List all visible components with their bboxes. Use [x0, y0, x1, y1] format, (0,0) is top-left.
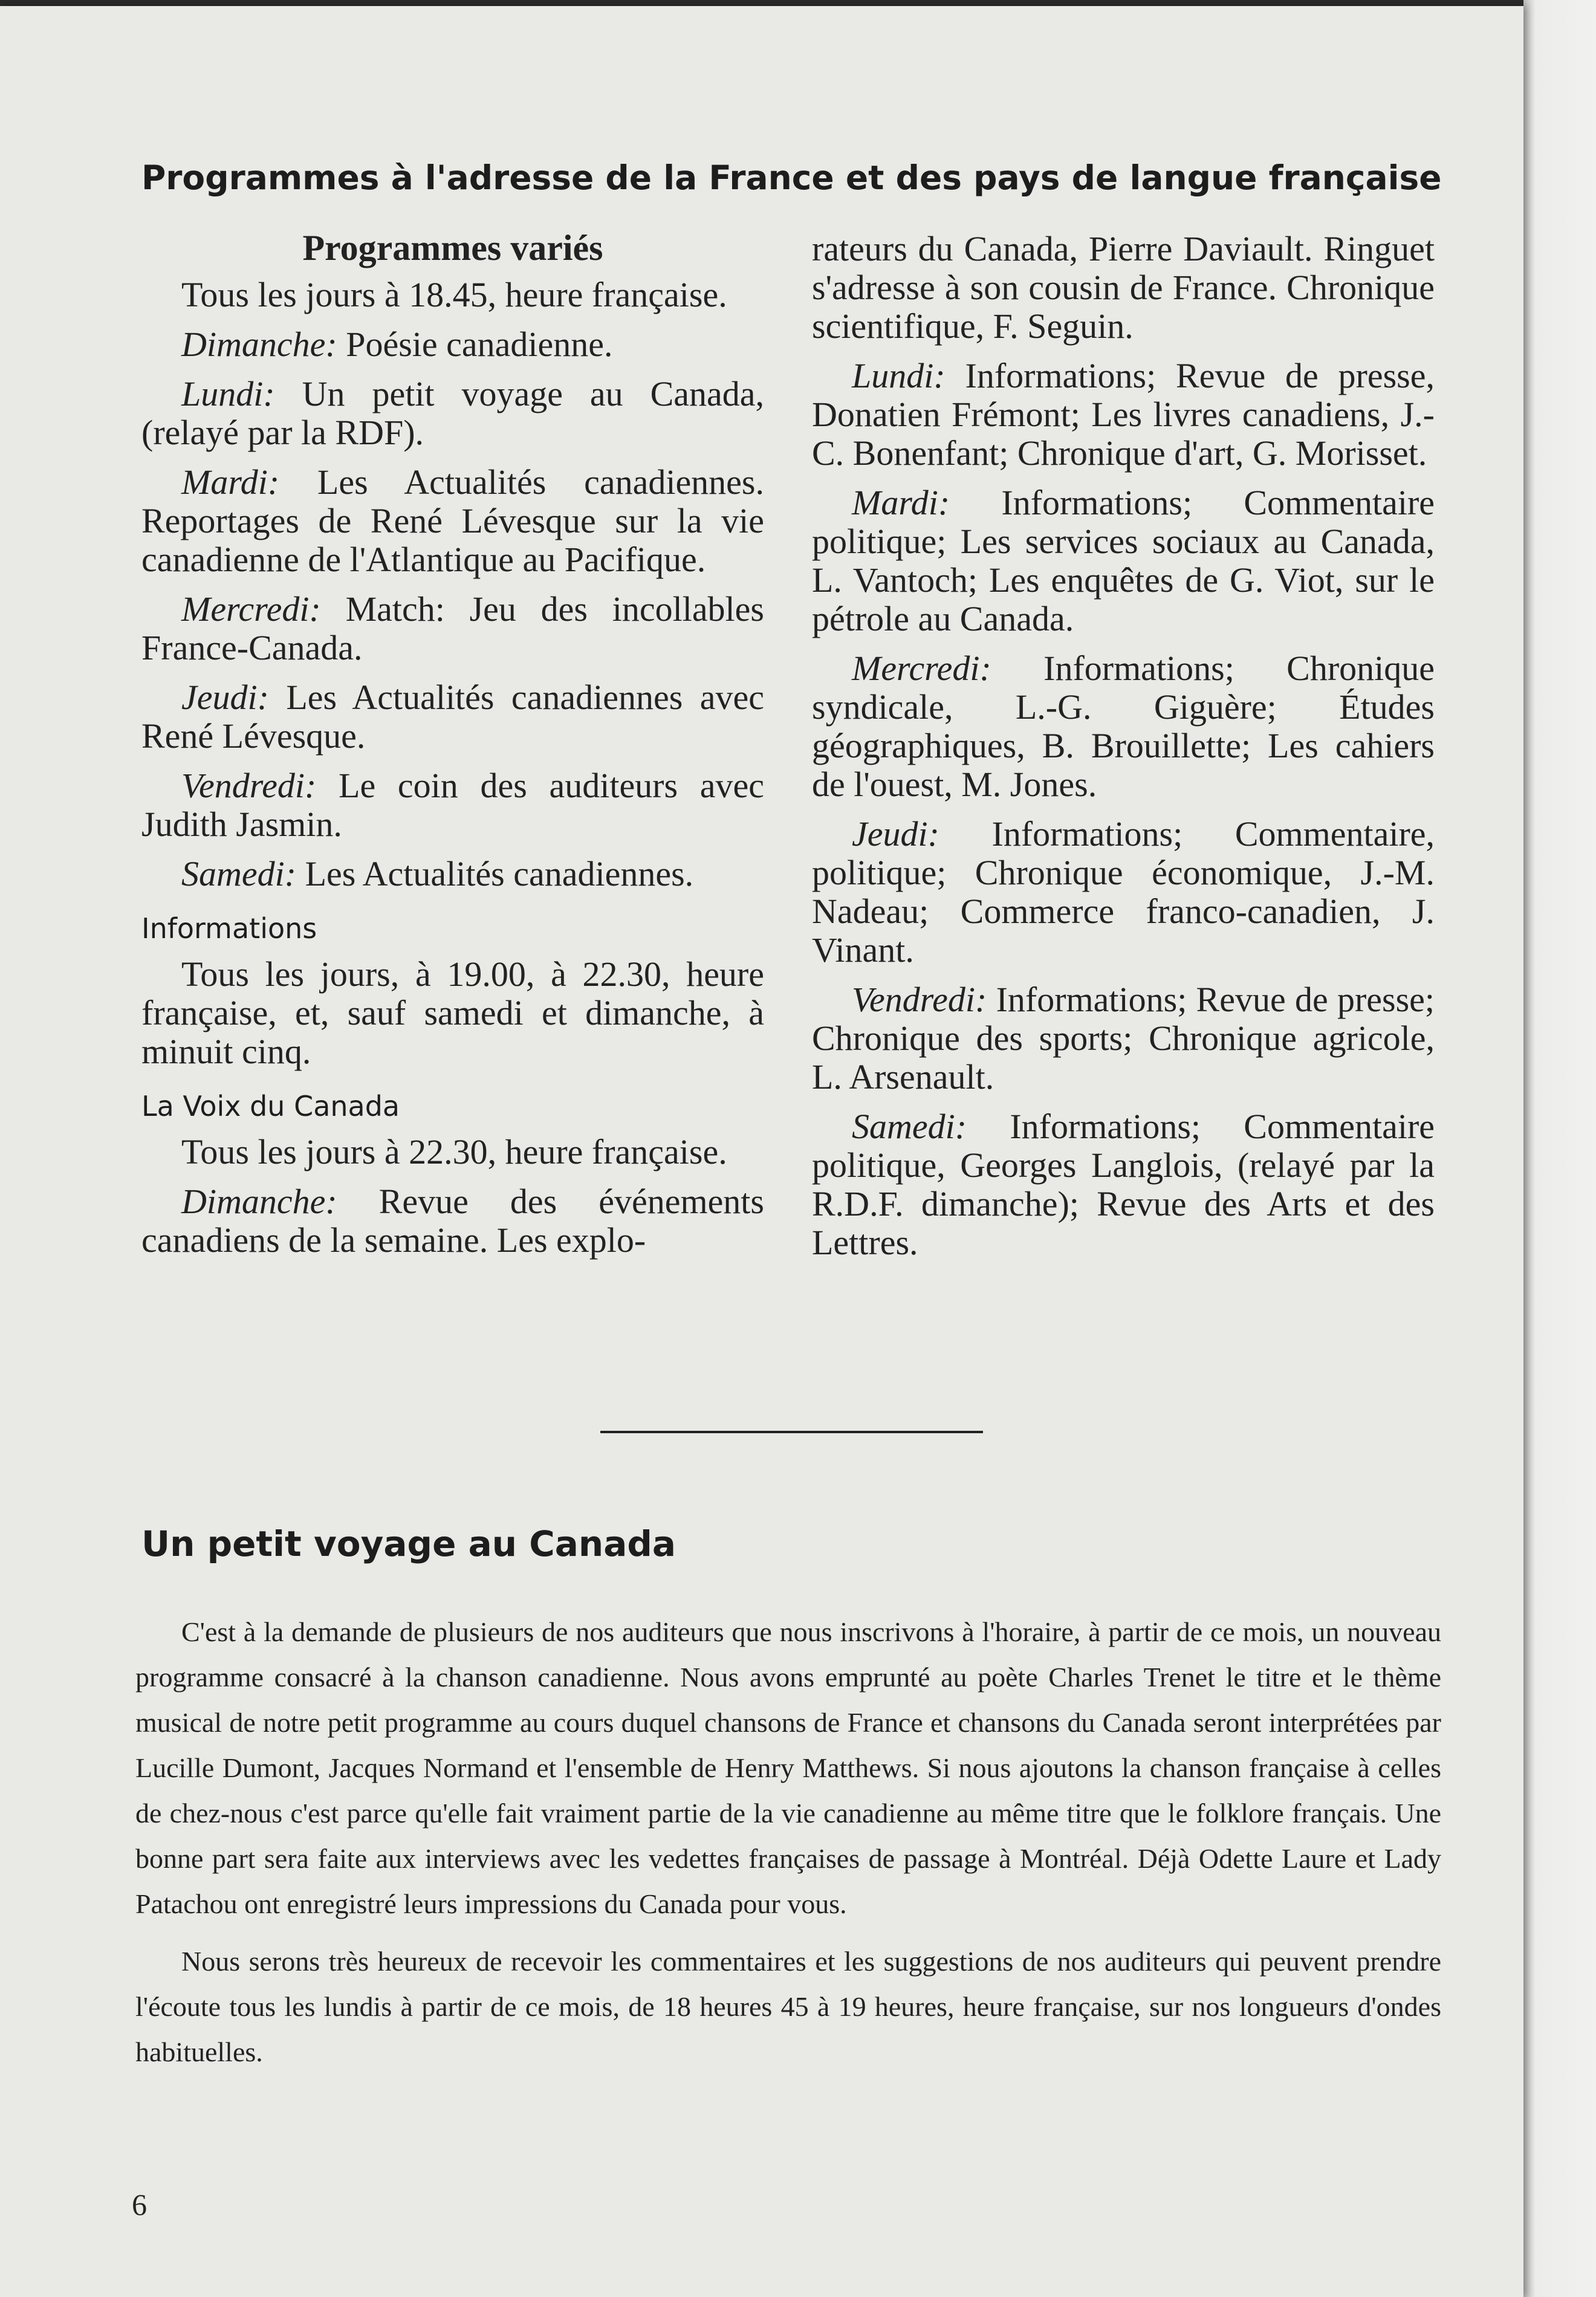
day-text: Informations; Revue de presse, Donatien Frémont; Les livres canadiens, J.-C. Bonenfant; Chronique d'art, G. Morisset.	[812, 356, 1435, 473]
day-text: Revue des événements canadiens de la semaine. Les explo-	[141, 1182, 764, 1260]
day-text: Match: Jeu des incollables France-Canada.	[141, 589, 764, 667]
day-label: Mercredi:	[181, 589, 321, 629]
subhead-programmes-varies: Programmes variés	[302, 228, 603, 268]
paragraph: C'est à la demande de plusieurs de nos auditeurs que nous inscrivons à l'horaire, à partir de ce mois, un nouveau programme consacré à la chanson canadienne. Nous avons emprunté au poète Charles Trenet le titre et le thème musical de notre petit programme au cours duquel chansons de France et chansons du Canada seront interprétées par Lucille Dumont, Jacques Normand et l'ensemble de Henry Matthews. Si nous ajoutons la chanson française à celles de chez-nous c'est parce qu'elle fait vraiment partie de la vie canadienne au même titre que le folklore français. Une bonne part sera faite aux interviews avec les vedettes françaises de passage à Montréal. Déjà Odette Laure et Lady Patachou ont enregistré leurs impressions du Canada pour vous.	[135, 1616, 1441, 1919]
schedule-item	[141, 1182, 764, 1260]
schedule-item	[812, 980, 1435, 1097]
day-label: Samedi:	[181, 854, 297, 893]
day-text: Poésie canadienne.	[346, 325, 613, 364]
schedule-item	[141, 463, 764, 579]
day-text: Un petit voyage au Canada, (relayé par la RDF).	[141, 374, 764, 452]
section-label-voix-du-canada: La Voix du Canada	[141, 1090, 400, 1123]
section-label-informations: Informations	[141, 912, 317, 945]
day-text: Le coin des auditeurs avec Judith Jasmin.	[141, 766, 764, 844]
day-text: Informations; Revue de presse; Chronique des sports; Chronique agricole, L. Arsenault.	[812, 980, 1435, 1097]
schedule-item	[141, 375, 764, 452]
informations-text: Tous les jours, à 19.00, à 22.30, heure française, et, sauf samedi et dimanche, à minuit cinq.	[141, 954, 764, 1071]
day-text: Informations; Commentaire politique; Les services sociaux au Canada, L. Vantoch; Les enquêtes de G. Viot, sur le pétrole au Canada.	[812, 483, 1435, 638]
schedule-item	[812, 649, 1435, 804]
day-text: Informations; Commentaire politique, Georges Langlois, (relayé par la R.D.F. dimanche); Revue des Arts et des Lettres.	[812, 1107, 1435, 1262]
day-label: Vendredi:	[181, 766, 317, 805]
schedule-item	[141, 325, 764, 364]
day-label: Vendredi:	[852, 980, 987, 1019]
intro-text: Tous les jours à 18.45, heure française.	[181, 275, 727, 314]
schedule-item	[812, 484, 1435, 638]
day-label: Dimanche:	[181, 325, 337, 364]
page-number: 6	[132, 2188, 147, 2221]
schedule-item	[812, 357, 1435, 473]
schedule-item	[812, 1107, 1435, 1262]
section-divider	[600, 1431, 983, 1433]
left-column	[141, 228, 764, 1271]
paragraph: Nous serons très heureux de recevoir les commentaires et les suggestions de nos auditeurs qui peuvent prendre l'écoute tous les lundis à partir de ce mois, de 18 heures 45 à 19 heures, heure française, sur nos longueurs d'ondes habituelles.	[135, 1946, 1441, 2067]
day-label: Dimanche:	[181, 1182, 337, 1221]
day-label: Jeudi:	[181, 678, 269, 717]
schedule-item	[141, 766, 764, 844]
section-body	[135, 1609, 1441, 2087]
schedule-item	[141, 855, 764, 893]
continuation-text: rateurs du Canada, Pierre Daviault. Ringuet s'adresse à son cousin de France. Chronique scientifique, F. Seguin.	[812, 229, 1435, 346]
day-text: Les Actualités canadiennes avec René Lévesque.	[141, 678, 764, 756]
schedule-item	[141, 678, 764, 756]
right-column	[812, 230, 1435, 1273]
day-label: Lundi:	[852, 356, 946, 395]
day-label: Lundi:	[181, 374, 275, 413]
day-label: Jeudi:	[852, 814, 939, 854]
day-text: Les Actualités canadiennes. Reportages de René Lévesque sur la vie canadienne de l'Atlantique au Pacifique.	[141, 462, 764, 579]
page-title: Programmes à l'adresse de la France et des pays de langue française	[141, 158, 1442, 197]
day-label: Mardi:	[852, 483, 950, 522]
voix-text: Tous les jours à 22.30, heure française.	[181, 1132, 727, 1171]
day-text: Les Actualités canadiennes.	[305, 854, 694, 893]
scan-edge-dark	[0, 0, 1596, 6]
schedule-item	[812, 815, 1435, 970]
section-title: Un petit voyage au Canada	[141, 1523, 676, 1564]
schedule-item	[141, 590, 764, 667]
day-label: Samedi:	[852, 1107, 967, 1146]
day-text: Informations; Commentaire, politique; Chronique économique, J.-M. Nadeau; Commerce franco-canadien, J. Vinant.	[812, 814, 1435, 970]
day-label: Mardi:	[181, 462, 280, 502]
day-text: Informations; Chronique syndicale, L.-G. Giguère; Études géographiques, B. Brouillette; Les cahiers de l'ouest, M. Jones.	[812, 649, 1435, 804]
day-label: Mercredi:	[852, 649, 991, 688]
adjacent-page-edge	[1523, 0, 1596, 2297]
